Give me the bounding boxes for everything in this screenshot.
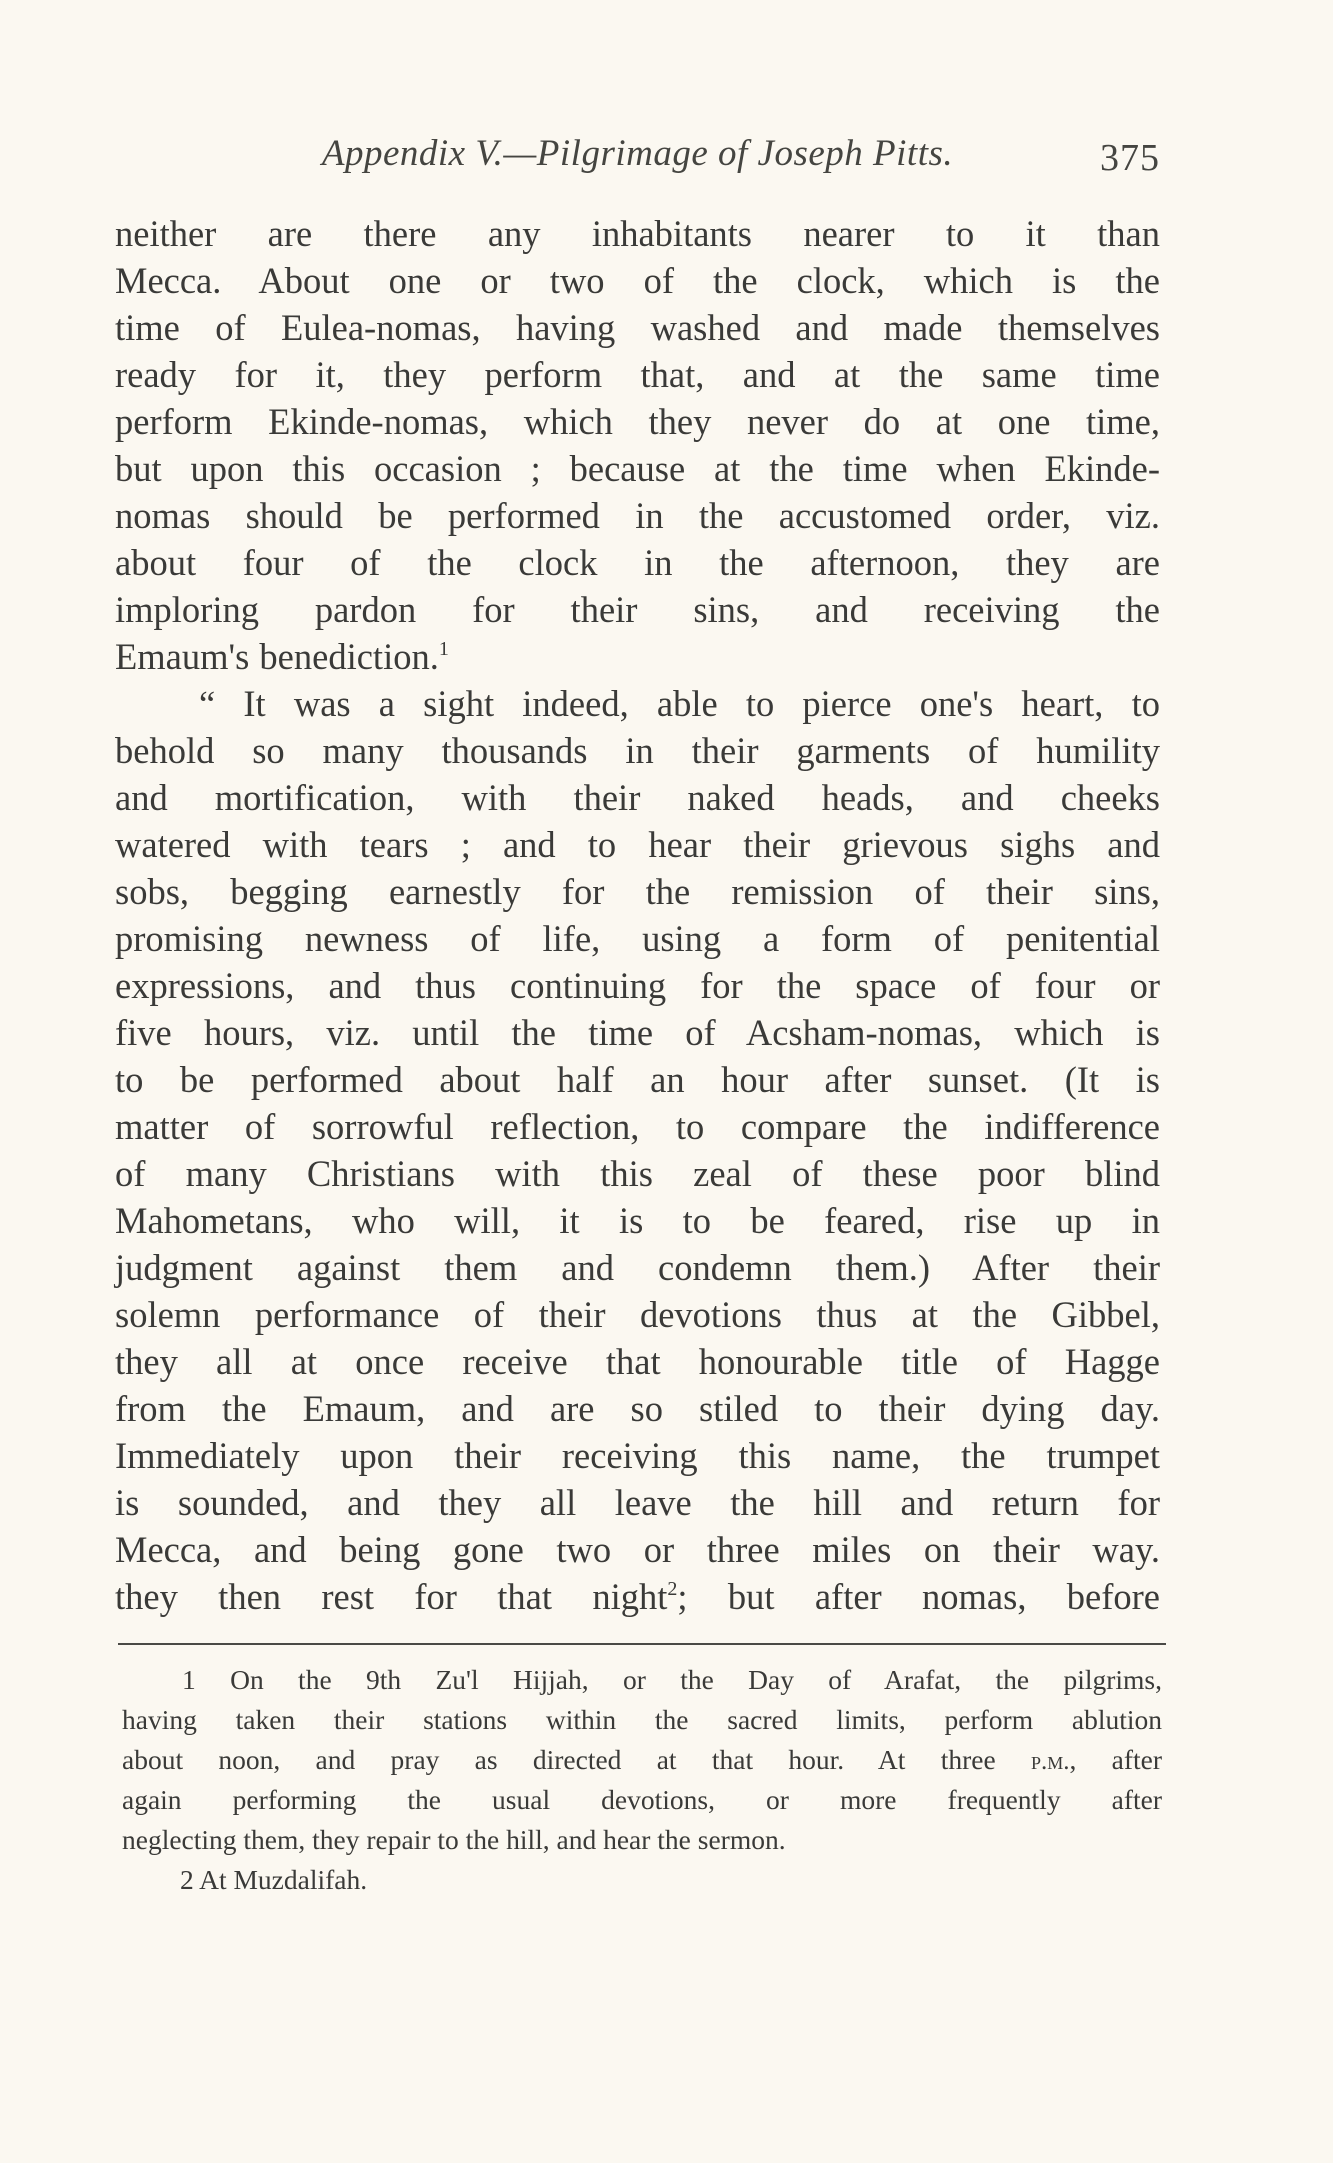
- text-line: neither are there any inhabitants nearer to it than: [115, 213, 1160, 254]
- text-line: they all at once receive that honourable title of Hagge: [115, 1341, 1160, 1382]
- page-number: 375: [1100, 137, 1160, 179]
- footnote-line: 2 At Muzdalifah.: [180, 1864, 368, 1895]
- text-line: but upon this occasion ; because at the time when Ekinde-: [115, 448, 1160, 489]
- body-text: [115, 210, 1160, 1620]
- footnote-line: 1 On the 9th Zu'l Hijjah, or the Day of Arafat, the pilgrims,: [182, 1664, 1162, 1695]
- running-head: [115, 128, 1160, 188]
- text-line: [115, 633, 1160, 680]
- text-line: and mortification, with their naked heads, and cheeks: [115, 777, 1160, 818]
- text-line: time of Eulea-nomas, having washed and made themselves: [115, 307, 1160, 348]
- text-line: behold so many thousands in their garments of humility: [115, 730, 1160, 771]
- time-abbreviation: p.m.: [1030, 1748, 1070, 1775]
- text-line: Mahometans, who will, it is to be feared, rise up in: [115, 1200, 1160, 1241]
- footnote-line: again performing the usual devotions, or more frequently after: [122, 1784, 1162, 1815]
- text-line: five hours, viz. until the time of Acsham-nomas, which is: [115, 1012, 1160, 1053]
- footnote-divider: [118, 1643, 1166, 1645]
- text-line: perform Ekinde-nomas, which they never do at one time,: [115, 401, 1160, 442]
- footnote-line: neglecting them, they repair to the hill, and hear the sermon.: [122, 1824, 786, 1855]
- text-line: of many Christians with this zeal of these poor blind: [115, 1153, 1160, 1194]
- text-line: Immediately upon their receiving this name, the trumpet: [115, 1435, 1160, 1476]
- footnote-marker: 1: [438, 638, 449, 660]
- text-line: is sounded, and they all leave the hill and return for: [115, 1482, 1160, 1523]
- text-line: matter of sorrowful reflection, to compare the indifference: [115, 1106, 1160, 1147]
- text-run: , after: [1069, 1744, 1163, 1775]
- text-run: about noon, and pray as directed at that hour. At three: [122, 1744, 996, 1775]
- text-line: promising newness of life, using a form of penitential: [115, 918, 1160, 959]
- footnote-line: having taken their stations within the sacred limits, perform ablution: [122, 1704, 1162, 1735]
- text-line: Mecca, and being gone two or three miles on their way.: [115, 1529, 1160, 1570]
- footnote-line: [122, 1740, 1162, 1780]
- text-line: nomas should be performed in the accustomed order, viz.: [115, 495, 1160, 536]
- text-line: imploring pardon for their sins, and receiving the: [115, 589, 1160, 630]
- text-line: judgment against them and condemn them.) After their: [115, 1247, 1160, 1288]
- text-run: Emaum's benediction.: [115, 636, 439, 677]
- text-line: expressions, and thus continuing for the space of four or: [115, 965, 1160, 1006]
- text-run: they then rest for that night: [115, 1576, 668, 1617]
- running-title: Appendix V.—Pilgrimage of Joseph Pitts.: [321, 133, 954, 174]
- text-line: sobs, begging earnestly for the remission of their sins,: [115, 871, 1160, 912]
- footnote-marker: 2: [667, 1578, 678, 1600]
- text-line: [115, 1573, 1160, 1620]
- text-line: to be performed about half an hour after sunset. (It is: [115, 1059, 1160, 1100]
- text-line: ready for it, they perform that, and at the same time: [115, 354, 1160, 395]
- text-line: about four of the clock in the afternoon, they are: [115, 542, 1160, 583]
- text-line: Mecca. About one or two of the clock, which is the: [115, 260, 1160, 301]
- text-run: ; but after nomas, before: [677, 1576, 1160, 1617]
- text-line: watered with tears ; and to hear their grievous sighs and: [115, 824, 1160, 865]
- text-line: from the Emaum, and are so stiled to their dying day.: [115, 1388, 1160, 1429]
- footnotes: [122, 1660, 1162, 1900]
- text-line: “ It was a sight indeed, able to pierce one's heart, to: [199, 683, 1160, 724]
- text-line: solemn performance of their devotions thus at the Gibbel,: [115, 1294, 1160, 1335]
